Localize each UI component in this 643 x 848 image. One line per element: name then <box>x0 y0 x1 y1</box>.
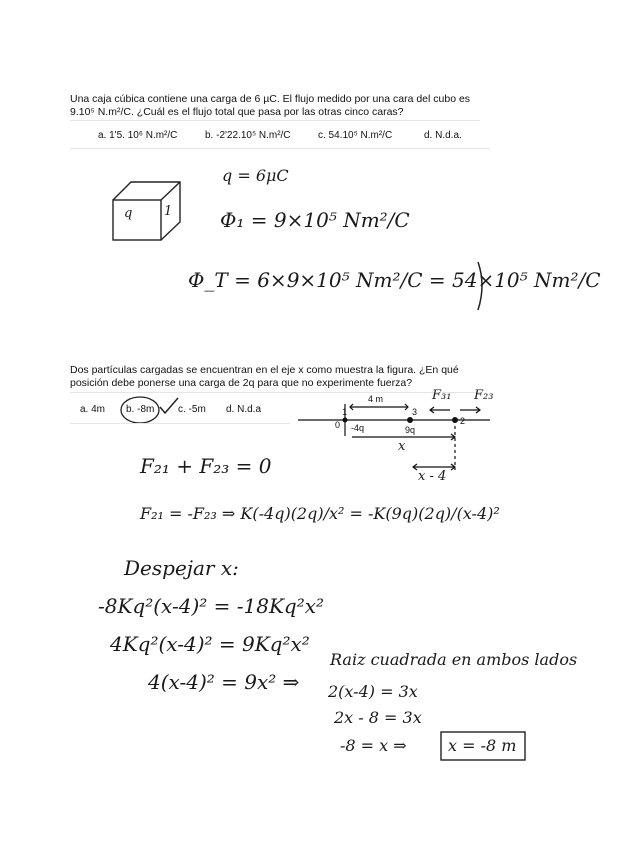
handwritten-despejar: Despejar x: <box>124 556 239 580</box>
problem1-statement-line2: 9.10⁵ N.m²/C. ¿Cuál es el flujo total que pasa por las otras cinco caras? <box>70 106 404 118</box>
charge-dot-3 <box>452 417 458 423</box>
handwritten-line2: F₂₁ = -F₂₃ ⇒ K(-4q)(2q)/x² = -K(9q)(2q)/(x-4)² <box>140 504 500 523</box>
figure-force-a: F₃₁ <box>432 388 452 403</box>
problem1-option-a: a. 1'5. 10⁶ N.m²/C <box>98 130 178 141</box>
divider <box>70 423 290 424</box>
figure-force-b: F₂₃ <box>474 388 494 403</box>
figure-point1: 1 <box>342 407 348 417</box>
handwritten-flux-face: Φ₁ = 9×10⁵ Nm²/C <box>220 208 410 232</box>
problem1-option-c: c. 54.10⁵ N.m²/C <box>318 130 393 141</box>
problem2-statement-line2: posición debe ponerse una carga de 2q para que no experimente fuerza? <box>70 377 413 389</box>
handwritten-line6: 2(x-4) = 3x <box>328 682 418 701</box>
handwritten-line8: -8 = x ⇒ <box>340 736 407 755</box>
handwritten-line5: 4(x-4)² = 9x² ⇒ <box>148 670 300 694</box>
problem1-option-d: d. N.d.a. <box>424 130 462 141</box>
cube-label-face: 1 <box>164 204 173 219</box>
figure-distance: 4 m <box>368 394 384 404</box>
handwritten-charge: q = 6μC <box>222 166 289 185</box>
handwritten-flux-total: Φ_T = 6×9×10⁵ Nm²/C = 54×10⁵ Nm²/C <box>188 268 601 292</box>
handwritten-note: Raiz cuadrada en ambos lados <box>330 650 578 669</box>
check-mark-icon <box>160 398 178 413</box>
problem1-statement-line1: Una caja cúbica contiene una carga de 6 µC. El flujo medido por una cara del cubo es <box>70 93 471 105</box>
cube-label-q: q <box>124 206 133 221</box>
figure-point2: 2 <box>460 416 466 426</box>
charge-dot-1 <box>343 418 348 423</box>
handwritten-line7: 2x - 8 = 3x <box>334 708 422 727</box>
figure-point3: 3 <box>412 407 418 417</box>
figure-x-minus-4: x - 4 <box>418 469 447 484</box>
divider <box>70 392 480 393</box>
problem2-statement-line1: Dos partículas cargadas se encuentran en el eje x como muestra la figura. ¿En qué <box>70 364 459 376</box>
problem2-option-a: a. 4m <box>80 404 106 415</box>
problem2-option-c: c. -5m <box>178 404 206 415</box>
charge-dot-2 <box>407 417 413 423</box>
figure-charge1: -4q <box>351 423 365 433</box>
figure-x-mark: x <box>398 439 406 454</box>
problem1-option-b: b. -2'22.10⁵ N.m²/C <box>205 130 291 141</box>
problem2-option-b: b. -8m <box>126 404 155 415</box>
handwritten-line1: F₂₁ + F₂₃ = 0 <box>140 454 272 478</box>
handwritten-line4: 4Kq²(x-4)² = 9Kq²x² <box>110 632 310 656</box>
handwritten-answer: x = -8 m <box>448 736 517 755</box>
axis-figure <box>298 404 490 470</box>
figure-charge2: 9q <box>405 425 416 435</box>
figure-origin: 0 <box>335 420 341 430</box>
handwritten-line3: -8Kq²(x-4)² = -18Kq²x² <box>98 594 325 618</box>
problem2-option-d: d. N.d.a <box>226 404 262 415</box>
